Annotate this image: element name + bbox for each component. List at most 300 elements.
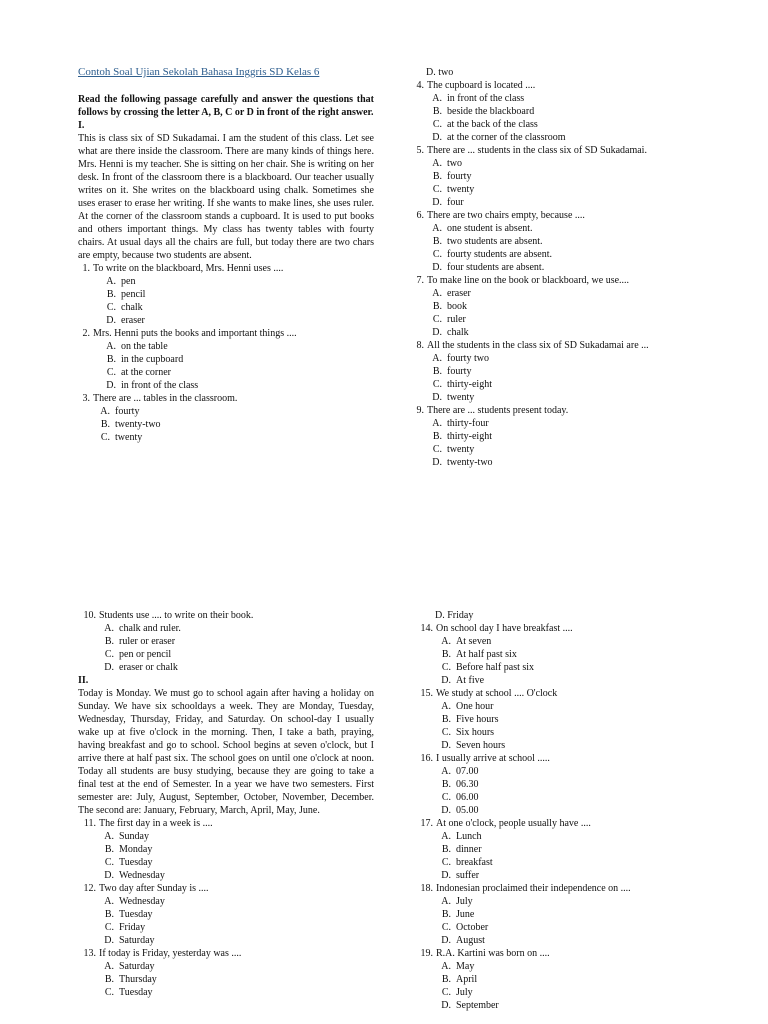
answer-option[interactable]: [98, 986, 374, 999]
option-letter: A.: [441, 961, 451, 972]
option-text: May: [456, 961, 475, 972]
option-text: thirty-four: [447, 418, 489, 429]
answer-option[interactable]: [426, 300, 686, 313]
option-text: Before half past six: [456, 662, 535, 673]
question-text: We study at school .... O'clock: [436, 688, 558, 699]
answer-option[interactable]: [98, 856, 374, 869]
question-text: At one o'clock, people usually have ....: [436, 818, 591, 829]
option-letter: B.: [432, 431, 442, 442]
option-letter: A.: [441, 896, 451, 907]
option-letter: D.: [441, 935, 451, 946]
option-letter: B.: [441, 844, 451, 855]
option-text: twenty: [447, 184, 475, 195]
option-text: June: [456, 909, 475, 920]
answer-options: [406, 92, 686, 144]
question-9: [406, 404, 686, 469]
option-letter: A.: [104, 831, 114, 842]
option-text: twenty-two: [447, 457, 493, 468]
option-letter: A.: [432, 353, 442, 364]
option-letter: D.: [106, 380, 116, 391]
question-18: [415, 882, 695, 947]
answer-option[interactable]: [426, 235, 686, 248]
option-letter: D.: [441, 870, 451, 881]
question-stem: [78, 817, 374, 830]
question-number: 14.: [420, 623, 433, 634]
answer-option[interactable]: [100, 353, 374, 366]
question-text: I usually arrive at school .....: [436, 753, 550, 764]
option-letter: D.: [441, 675, 451, 686]
option-letter: B.: [432, 171, 442, 182]
question-stem: [415, 752, 695, 765]
answer-option[interactable]: [426, 248, 686, 261]
answer-options: [406, 157, 686, 209]
option-text: Sunday: [119, 831, 149, 842]
answer-option[interactable]: [98, 960, 374, 973]
question-stem: [406, 404, 686, 417]
option-text: one student is absent.: [447, 223, 533, 234]
question-7: [406, 274, 686, 339]
option-text: chalk: [447, 327, 469, 338]
option-letter: B.: [104, 636, 114, 647]
option-text: Saturday: [119, 935, 155, 946]
option-letter: C.: [441, 792, 451, 803]
option-text: Wednesday: [119, 870, 165, 881]
question-number: 6.: [416, 210, 424, 221]
option-text: twenty: [447, 392, 475, 403]
answer-options: [406, 287, 686, 339]
answer-option[interactable]: [98, 661, 374, 674]
answer-option[interactable]: [426, 170, 686, 183]
answer-option[interactable]: [426, 92, 686, 105]
option-text: 05.00: [456, 805, 479, 816]
question-stem: [78, 609, 374, 622]
option-text: At seven: [456, 636, 492, 647]
option-letter: D.: [104, 870, 114, 881]
answer-options: [415, 960, 695, 1012]
answer-option[interactable]: [100, 275, 374, 288]
question-stem: [415, 817, 695, 830]
option-letter: D.: [104, 935, 114, 946]
answer-option[interactable]: [435, 700, 695, 713]
answer-option[interactable]: [98, 830, 374, 843]
answer-options: [78, 622, 374, 674]
question-number: 2.: [82, 328, 90, 339]
option-letter: C.: [441, 987, 451, 998]
option-text: 07.00: [456, 766, 479, 777]
question-group: [78, 262, 374, 444]
option-letter: A.: [106, 276, 116, 287]
option-text: September: [456, 1000, 499, 1011]
option-letter: B.: [104, 844, 114, 855]
option-letter: D.: [432, 262, 442, 273]
question-number: 10.: [83, 610, 96, 621]
answer-option[interactable]: [98, 921, 374, 934]
question-number: 18.: [420, 883, 433, 894]
question-text: Two day after Sunday is ....: [99, 883, 209, 894]
option-text: 06.30: [456, 779, 479, 790]
answer-option[interactable]: [435, 921, 695, 934]
answer-option[interactable]: [435, 999, 695, 1012]
option-text: Monday: [119, 844, 153, 855]
option-letter: D.: [432, 392, 442, 403]
option-text: Lunch: [456, 831, 482, 842]
answer-option[interactable]: [426, 456, 686, 469]
option-letter: D.: [432, 197, 442, 208]
option-letter: A.: [104, 961, 114, 972]
question-stem: [78, 262, 374, 275]
answer-option[interactable]: [435, 765, 695, 778]
option-letter: D.: [106, 315, 116, 326]
question-3: [78, 392, 374, 444]
answer-option[interactable]: [426, 313, 686, 326]
question-text: R.A. Kartini was born on ....: [436, 948, 550, 959]
answer-options: [78, 960, 374, 999]
answer-option[interactable]: [98, 648, 374, 661]
option-letter: B.: [432, 301, 442, 312]
option-letter: B.: [106, 354, 116, 365]
answer-option[interactable]: [426, 287, 686, 300]
option-letter: C.: [106, 367, 116, 378]
option-text: fourty: [447, 366, 472, 377]
answer-option[interactable]: [435, 635, 695, 648]
option-text: two: [447, 158, 462, 169]
option-letter: C.: [104, 649, 114, 660]
answer-option[interactable]: [435, 895, 695, 908]
answer-option[interactable]: [426, 391, 686, 404]
answer-option[interactable]: [426, 222, 686, 235]
instructions: Read the following passage carefully and answer the questions that follows by crossing the letter A, B, C or D in front of the right answer.: [78, 94, 374, 118]
option-text: ruler: [447, 314, 466, 325]
question-12: [78, 882, 374, 947]
option-letter: D.: [441, 1000, 451, 1011]
question-number: 5.: [416, 145, 424, 156]
option-text: twenty: [115, 432, 143, 443]
option-letter: C.: [432, 249, 442, 260]
question-text: The cupboard is located ....: [427, 80, 536, 91]
option-letter: C.: [432, 444, 442, 455]
answer-option[interactable]: [426, 430, 686, 443]
question-stem: [78, 392, 374, 405]
answer-options: [406, 352, 686, 404]
option-letter: C.: [432, 314, 442, 325]
option-text: beside the blackboard: [447, 106, 535, 117]
option-letter: C.: [432, 184, 442, 195]
option-letter: C.: [100, 432, 110, 443]
answer-option[interactable]: [435, 674, 695, 687]
option-letter: D.: [432, 327, 442, 338]
answer-option[interactable]: [435, 739, 695, 752]
answer-option[interactable]: [426, 352, 686, 365]
option-text: in front of the class: [121, 380, 199, 391]
answer-option[interactable]: [435, 908, 695, 921]
answer-option[interactable]: [435, 856, 695, 869]
option-letter: B.: [432, 366, 442, 377]
question-4: [406, 79, 686, 144]
question-number: 11.: [83, 818, 96, 829]
question-text: Students use .... to write on their book.: [99, 610, 254, 621]
option-text: at the corner of the classroom: [447, 132, 566, 143]
question-text: To make line on the book or blackboard, we use....: [427, 275, 630, 286]
answer-option[interactable]: [98, 973, 374, 986]
answer-options: [78, 895, 374, 947]
option-letter: B.: [441, 779, 451, 790]
option-letter: C.: [441, 857, 451, 868]
question-text: All the students in the class six of SD Sukadamai are ...: [427, 340, 649, 351]
question-stem: [406, 339, 686, 352]
answer-option[interactable]: [98, 908, 374, 921]
option-letter: B.: [106, 289, 116, 300]
option-text: October: [456, 922, 489, 933]
option-text: Friday: [119, 922, 146, 933]
question-text: There are ... students present today.: [427, 405, 569, 416]
answer-option[interactable]: [426, 105, 686, 118]
question-stem: [406, 144, 686, 157]
answer-option[interactable]: [435, 869, 695, 882]
option-text: on the table: [121, 341, 168, 352]
question-number: 15.: [420, 688, 433, 699]
option-letter: C.: [104, 857, 114, 868]
page2-right-column: [415, 609, 695, 1012]
answer-option[interactable]: [435, 804, 695, 817]
page1-left-column: [78, 66, 374, 444]
answer-option[interactable]: [435, 778, 695, 791]
option-text: At half past six: [456, 649, 517, 660]
option-letter: C.: [441, 922, 451, 933]
answer-option[interactable]: [435, 713, 695, 726]
option-text: at the back of the class: [447, 119, 538, 130]
answer-option[interactable]: [435, 934, 695, 947]
question-number: 13.: [83, 948, 96, 959]
answer-option[interactable]: [426, 196, 686, 209]
answer-option[interactable]: [435, 726, 695, 739]
option-text: 06.00: [456, 792, 479, 803]
question-number: 7.: [416, 275, 424, 286]
answer-option[interactable]: [426, 183, 686, 196]
question-stem: [78, 947, 374, 960]
document-title-link[interactable]: Contoh Soal Ujian Sekolah Bahasa Inggris SD Kelas 6: [78, 66, 320, 78]
answer-option[interactable]: [426, 365, 686, 378]
question-group: [406, 79, 686, 469]
question-11: [78, 817, 374, 882]
answer-options: [78, 405, 374, 444]
option-letter: C.: [432, 119, 442, 130]
option-text: Tuesday: [119, 909, 153, 920]
answer-options: [415, 700, 695, 752]
option-text: eraser: [447, 288, 471, 299]
answer-option[interactable]: [435, 830, 695, 843]
question-19: [415, 947, 695, 1012]
option-text: Wednesday: [119, 896, 165, 907]
question-stem: [406, 209, 686, 222]
option-text: Tuesday: [119, 857, 153, 868]
answer-option[interactable]: [100, 301, 374, 314]
answer-option[interactable]: [435, 986, 695, 999]
question-stem: [406, 274, 686, 287]
option-letter: B.: [432, 236, 442, 247]
question-text: Indonesian proclaimed their independence on ....: [436, 883, 631, 894]
option-text: in the cupboard: [121, 354, 184, 365]
question-stem: [415, 622, 695, 635]
question-group: [78, 817, 374, 999]
answer-option[interactable]: [435, 960, 695, 973]
answer-option[interactable]: [98, 895, 374, 908]
option-text: ruler or eraser: [119, 636, 176, 647]
option-text: Five hours: [456, 714, 499, 725]
question-number: 8.: [416, 340, 424, 351]
section-1-passage: This is class six of SD Sukadamai. I am the student of this class. Let see what are there inside the classroom. There are many kinds of things here. Mrs. Henni is my teacher. She is sitting on her chair. She is writing on her desk. In front of the classroom there is a blackboard. Our teacher usually writes on it. She writes on the blackboard using chalk. Sometimes she uses eraser to erase her writing. If she wants to make lines, she uses ruler. At the corner of the classroom stands a cupboard. It is used to put books and others important things. My class has twenty tables with fourty chairs. At usual days all the chairs are full, but today there are two chars are empty, because two students are absent.: [78, 133, 374, 261]
answer-option[interactable]: [426, 118, 686, 131]
question-group: [78, 609, 374, 674]
option-letter: D.: [432, 457, 442, 468]
option-text: four: [447, 197, 464, 208]
option-text: Tuesday: [119, 987, 153, 998]
answer-option[interactable]: [100, 314, 374, 327]
option-letter: C.: [104, 922, 114, 933]
option-text: twenty-two: [115, 419, 161, 430]
option-text: thirty-eight: [447, 379, 492, 390]
option-letter: A.: [432, 93, 442, 104]
answer-option[interactable]: [100, 340, 374, 353]
option-letter: D.: [432, 132, 442, 143]
option-text: eraser: [121, 315, 145, 326]
continued-option-fragment: D. two: [426, 67, 454, 78]
option-letter: C.: [104, 987, 114, 998]
answer-option[interactable]: [435, 648, 695, 661]
answer-option[interactable]: [426, 443, 686, 456]
answer-option[interactable]: [426, 378, 686, 391]
question-2: [78, 327, 374, 392]
option-text: in front of the class: [447, 93, 525, 104]
option-letter: D.: [441, 805, 451, 816]
answer-option[interactable]: [426, 157, 686, 170]
answer-option[interactable]: [435, 791, 695, 804]
question-14: [415, 622, 695, 687]
page2-left-column: [78, 609, 374, 999]
question-number: 1.: [82, 263, 90, 274]
question-text: To write on the blackboard, Mrs. Henni uses ....: [93, 263, 284, 274]
question-16: [415, 752, 695, 817]
option-text: One hour: [456, 701, 494, 712]
answer-option[interactable]: [100, 379, 374, 392]
question-text: There are two chairs empty, because ....: [427, 210, 585, 221]
option-text: four students are absent.: [447, 262, 545, 273]
option-letter: B.: [441, 714, 451, 725]
option-letter: B.: [441, 974, 451, 985]
option-letter: C.: [106, 302, 116, 313]
option-letter: A.: [432, 223, 442, 234]
option-letter: A.: [104, 623, 114, 634]
option-text: July: [456, 896, 473, 907]
answer-options: [78, 830, 374, 882]
question-text: There are ... students in the class six of SD Sukadamai.: [427, 145, 647, 156]
section-1-label: I.: [78, 120, 85, 131]
option-letter: D.: [441, 740, 451, 751]
question-stem: [406, 79, 686, 92]
option-letter: A.: [441, 701, 451, 712]
option-text: suffer: [456, 870, 480, 881]
answer-options: [415, 895, 695, 947]
option-text: fourty students are absent.: [447, 249, 552, 260]
option-letter: B.: [104, 909, 114, 920]
option-letter: B.: [104, 974, 114, 985]
answer-option[interactable]: [98, 934, 374, 947]
option-text: Seven hours: [456, 740, 506, 751]
option-text: twenty: [447, 444, 475, 455]
question-13: [78, 947, 374, 999]
question-text: Mrs. Henni puts the books and important things ....: [93, 328, 297, 339]
option-text: At five: [456, 675, 485, 686]
option-text: July: [456, 987, 473, 998]
option-text: chalk and ruler.: [119, 623, 181, 634]
option-letter: A.: [432, 288, 442, 299]
option-letter: A.: [441, 831, 451, 842]
answer-option[interactable]: [98, 635, 374, 648]
answer-option[interactable]: [426, 131, 686, 144]
question-stem: [415, 947, 695, 960]
option-letter: A.: [432, 158, 442, 169]
option-letter: C.: [441, 727, 451, 738]
question-stem: [415, 687, 695, 700]
answer-option[interactable]: [426, 417, 686, 430]
answer-option[interactable]: [435, 973, 695, 986]
option-letter: A.: [441, 636, 451, 647]
option-letter: A.: [100, 406, 110, 417]
answer-options: [415, 635, 695, 687]
answer-option[interactable]: [100, 366, 374, 379]
question-5: [406, 144, 686, 209]
answer-option[interactable]: [426, 261, 686, 274]
option-letter: A.: [104, 896, 114, 907]
option-letter: B.: [441, 909, 451, 920]
answer-options: [415, 830, 695, 882]
answer-option[interactable]: [426, 326, 686, 339]
question-17: [415, 817, 695, 882]
option-letter: C.: [441, 662, 451, 673]
option-text: April: [456, 974, 478, 985]
question-15: [415, 687, 695, 752]
option-text: August: [456, 935, 485, 946]
answer-option[interactable]: [98, 869, 374, 882]
question-number: 19.: [420, 948, 433, 959]
question-stem: [78, 882, 374, 895]
question-8: [406, 339, 686, 404]
option-text: chalk: [121, 302, 143, 313]
answer-option[interactable]: [94, 431, 374, 444]
option-letter: C.: [432, 379, 442, 390]
question-10: [78, 609, 374, 674]
answer-option[interactable]: [435, 843, 695, 856]
question-1: [78, 262, 374, 327]
answer-option[interactable]: [100, 288, 374, 301]
question-6: [406, 209, 686, 274]
option-text: pen or pencil: [119, 649, 172, 660]
option-text: two students are absent.: [447, 236, 543, 247]
option-text: eraser or chalk: [119, 662, 178, 673]
section-2-label: II.: [78, 675, 89, 686]
answer-option[interactable]: [98, 622, 374, 635]
answer-option[interactable]: [94, 405, 374, 418]
answer-option[interactable]: [98, 843, 374, 856]
option-text: fourty two: [447, 353, 489, 364]
answer-option[interactable]: [94, 418, 374, 431]
question-text: There are ... tables in the classroom.: [93, 393, 238, 404]
option-letter: B.: [432, 106, 442, 117]
option-text: pencil: [121, 289, 146, 300]
option-letter: A.: [432, 418, 442, 429]
answer-option[interactable]: [435, 661, 695, 674]
question-number: 4.: [416, 80, 424, 91]
question-number: 3.: [82, 393, 90, 404]
